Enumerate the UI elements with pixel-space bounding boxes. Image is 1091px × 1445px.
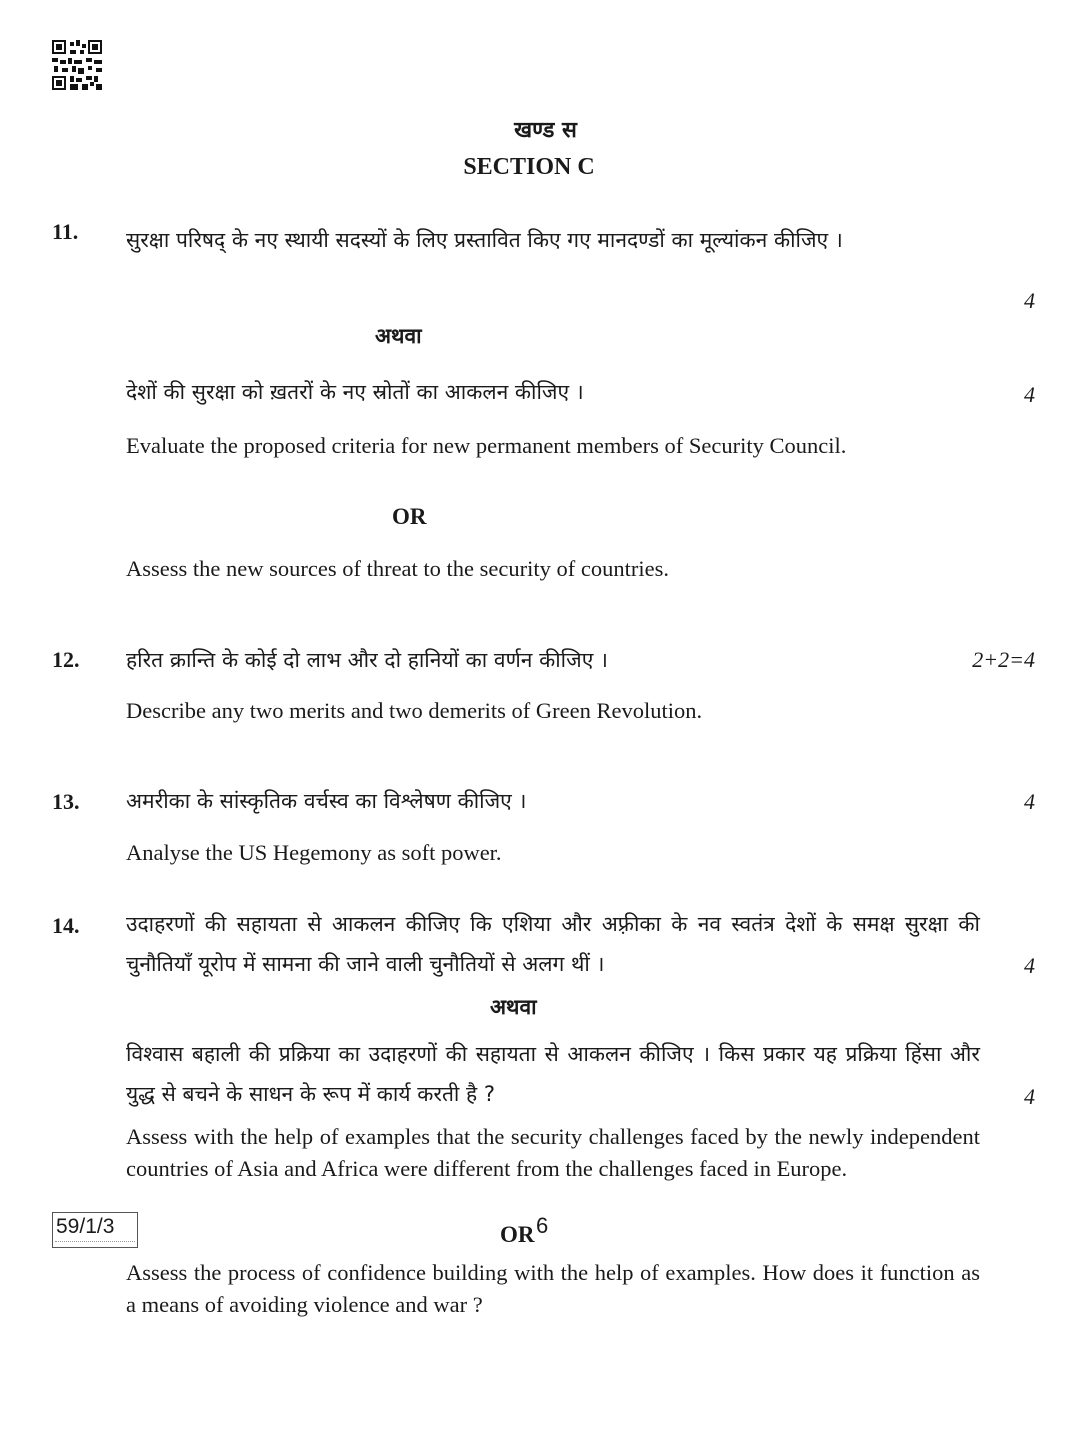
question-alt-text-hindi: विश्वास बहाली की प्रक्रिया का उदाहरणों की सहायता से आकलन कीजिए । किस प्रकार यह प्रक्रिया हिंसा और युद्ध से बचने के साधन के रूप में कार्य करती है ?: [126, 1042, 980, 1106]
paper-code-text: 59/1/3: [56, 1215, 115, 1238]
question-text-hindi: सुरक्षा परिषद् के नए स्थायी सदस्यों के लिए प्रस्तावित किए गए मानदण्डों का मूल्यांकन कीजिए ।: [126, 228, 843, 252]
question-marks: 4: [1024, 789, 1035, 814]
or-label-english: OR: [500, 1222, 535, 1247]
question-number: 12.: [52, 647, 80, 672]
question-text-english: Evaluate the proposed criteria for new permanent members of Security Council.: [126, 433, 847, 458]
question-text-hindi: अमरीका के सांस्कृतिक वर्चस्व का विश्लेषण कीजिए ।: [126, 789, 527, 813]
or-label-english: OR: [392, 504, 427, 529]
paper-code: [52, 1212, 138, 1248]
paper-code-underline: [55, 1241, 135, 1244]
question-number: 14.: [52, 913, 80, 938]
or-label-hindi: अथवा: [490, 995, 537, 1019]
question-marks: 2+2=4: [972, 647, 1035, 672]
question-text-hindi: हरित क्रान्ति के कोई दो लाभ और दो हानियों का वर्णन कीजिए ।: [126, 648, 608, 672]
question-alt-text-english: Assess the new sources of threat to the security of countries.: [126, 556, 669, 581]
question-text-english: Analyse the US Hegemony as soft power.: [126, 840, 502, 865]
qr-code-icon: [52, 40, 102, 90]
question-number: 11.: [52, 219, 79, 244]
section-title-english: SECTION C: [463, 154, 595, 180]
question-marks: 4: [1024, 288, 1035, 313]
question-alt-text-hindi: देशों की सुरक्षा को ख़तरों के नए स्रोतों का आकलन कीजिए ।: [126, 380, 584, 404]
question-marks: 4: [1024, 953, 1035, 978]
page-number: 6: [536, 1213, 549, 1238]
question-text-english: Describe any two merits and two demerits of Green Revolution.: [126, 698, 703, 723]
question-text-english: Assess with the help of examples that the security challenges faced by the newly independent countries of Asia and Africa were different from the challenges faced in Europe.: [126, 1124, 980, 1181]
section-title-hindi: खण्ड स: [514, 118, 577, 143]
question-text-hindi: उदाहरणों की सहायता से आकलन कीजिए कि एशिया और अफ़्रीका के नव स्वतंत्र देशों के समक्ष सुरक्षा की चुनौतियाँ यूरोप में सामना की जाने वाली चुनौतियों से अलग थीं ।: [126, 912, 980, 976]
question-number: 13.: [52, 789, 80, 814]
question-alt-text-english: Assess the process of confidence building with the help of examples. How does it function as a means of avoiding violence and war ?: [126, 1260, 980, 1317]
or-label-hindi: अथवा: [375, 324, 422, 348]
question-alt-marks: 4: [1024, 382, 1035, 407]
question-alt-marks: 4: [1024, 1084, 1035, 1109]
